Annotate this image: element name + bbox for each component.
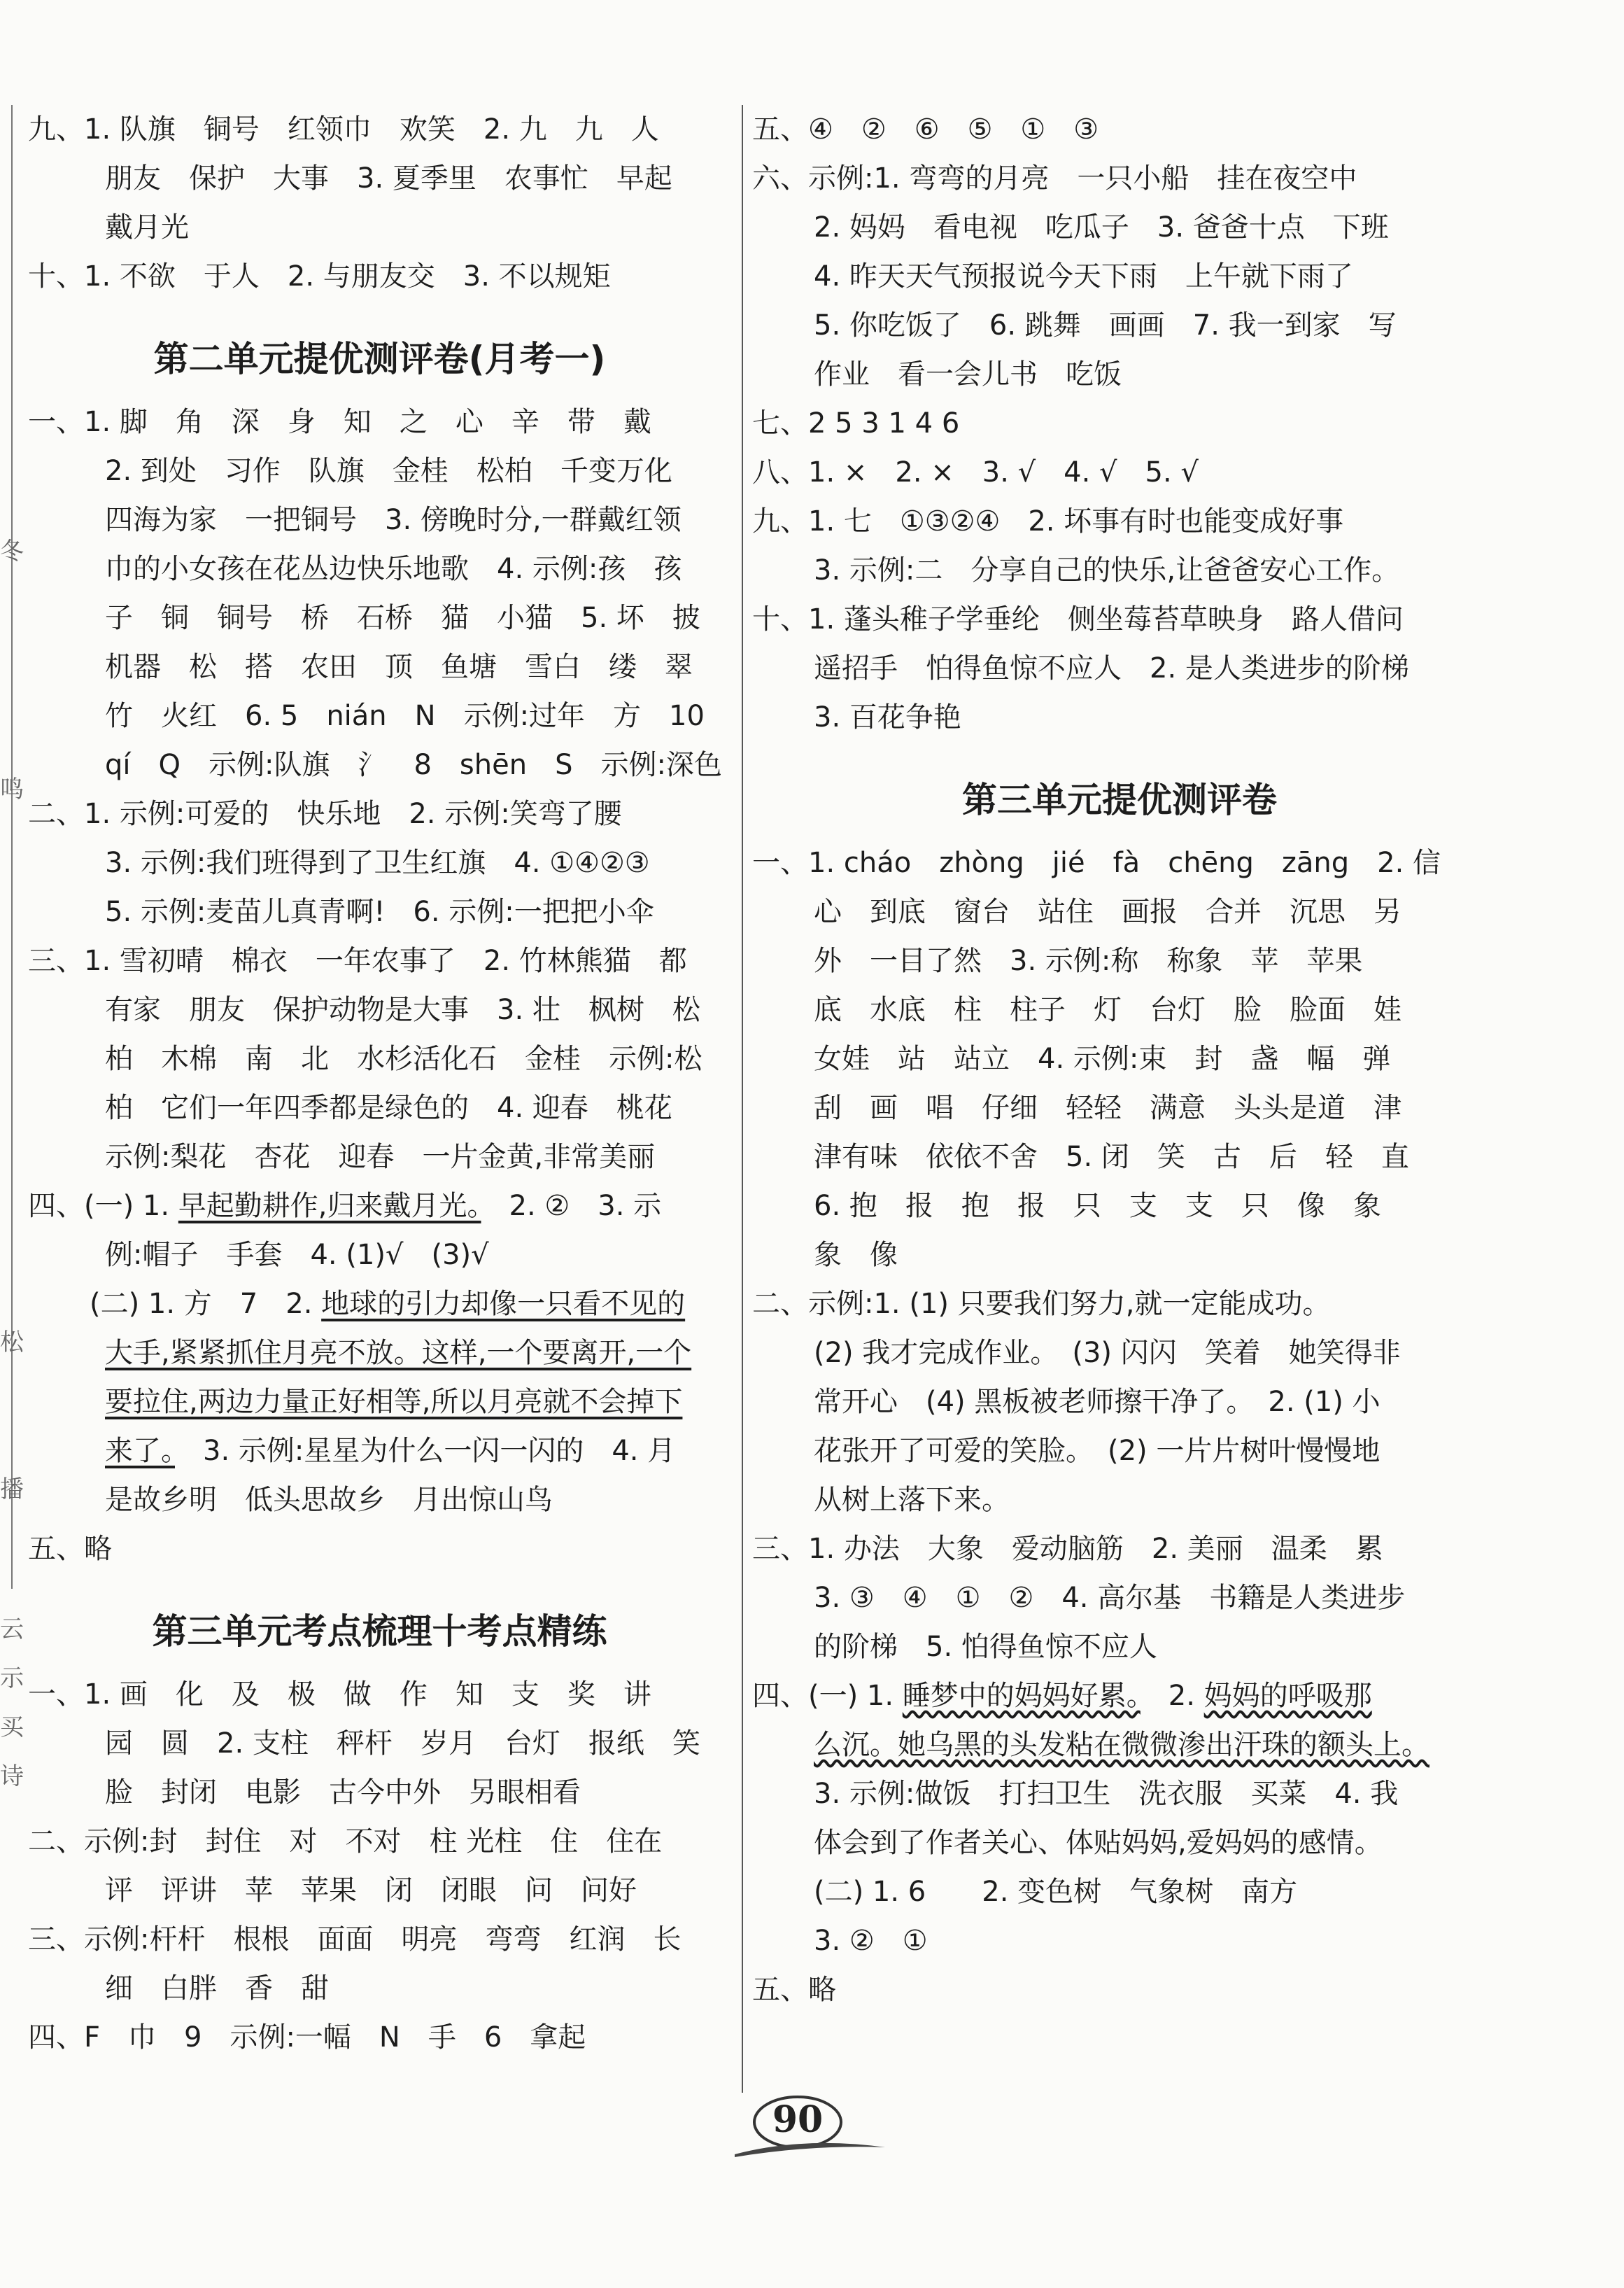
answer-line: 十、1. 蓬头稚子学垂纶 侧坐莓苔草映身 路人借问: [752, 603, 1404, 636]
answer-line: 是故乡明 低头思故乡 月出惊山鸟: [105, 1484, 553, 1516]
answer-line: 二、示例:1. (1) 只要我们努力,就一定能成功。: [752, 1288, 1331, 1320]
answer-line: 五、④ ② ⑥ ⑤ ① ③: [752, 113, 1099, 146]
answer-line: 3. 百花争艳: [814, 701, 961, 734]
answer-line: 2. 妈妈 看电视 吃瓜子 3. 爸爸十点 下班: [814, 211, 1389, 244]
answer-line: [28, 1328, 731, 1377]
answer-line: 常开心 (4) 黑板被老师擦干净了。 2. (1) 小: [814, 1386, 1381, 1418]
answer-line: 6. 抱 报 抱 报 只 支 支 只 像 象: [814, 1190, 1381, 1222]
margin-text: 鸣: [0, 775, 24, 803]
margin-text: 冬: [0, 538, 24, 566]
wavy-underlined-answer: 睡梦中的妈妈好累。: [902, 1680, 1141, 1712]
answer-line: [28, 1377, 731, 1426]
answer-line: (2) 我才完成作业。 (3) 闪闪 笑着 她笑得非: [814, 1337, 1401, 1369]
answer-line: 戴月光: [105, 211, 189, 244]
answer-line: 刮 画 唱 仔细 轻轻 满意 头头是道 津: [814, 1092, 1401, 1124]
answer-line: 朋友 保护 大事 3. 夏季里 农事忙 早起: [105, 162, 672, 195]
answer-line: 评 评讲 苹 苹果 闭 闭眼 问 问好: [105, 1874, 637, 1907]
answer-line: 九、1. 队旗 铜号 红领巾 欢笑 2. 九 九 人: [28, 113, 659, 146]
answer-line: 三、1. 办法 大象 爱动脑筋 2. 美丽 温柔 累: [752, 1533, 1383, 1565]
answer-line: 一、1. 画 化 及 极 做 作 知 支 奖 讲: [28, 1678, 651, 1711]
binding-line: [11, 105, 13, 1589]
answer-line: 的阶梯 5. 怕得鱼惊不应人: [814, 1631, 1157, 1663]
answer-line: 5. 示例:麦苗儿真青啊! 6. 示例:一把把小伞: [105, 896, 654, 928]
section-title: 第三单元考点梳理十考点精练: [152, 1611, 607, 1652]
line-mid: 2.: [1140, 1680, 1204, 1712]
line-suffix: 3. 示例:星星为什么一闪一闪的 4. 月: [175, 1435, 676, 1467]
answer-line: 竹 火红 6. 5 nián N 示例:过年 方 10: [105, 700, 705, 732]
answer-line: 3. 示例:二 分享自己的快乐,让爸爸安心工作。: [814, 554, 1400, 587]
answer-line: 子 铜 铜号 桥 石桥 猫 小猫 5. 坏 披: [105, 602, 700, 634]
answer-line: 2. 到处 习作 队旗 金桂 松柏 千变万化: [105, 455, 672, 487]
line-prefix: 四、(一) 1.: [28, 1190, 178, 1222]
answer-line: 象 像: [814, 1239, 898, 1271]
section-title: 第二单元提优测评卷(月考一): [153, 339, 606, 379]
answer-line: 园 圆 2. 支柱 秤杆 岁月 台灯 报纸 笑: [105, 1727, 700, 1760]
answer-line: [752, 1720, 1487, 1769]
answer-line: 作业 看一会儿书 吃饭: [814, 358, 1122, 391]
answer-line: 二、1. 示例:可爱的 快乐地 2. 示例:笑弯了腰: [28, 798, 622, 830]
answer-line: 柏 木棉 南 北 水杉活化石 金桂 示例:松: [105, 1043, 702, 1075]
answer-line: 一、1. 脚 角 深 身 知 之 心 辛 带 戴: [28, 406, 651, 438]
answer-line: 脸 封闭 电影 古今中外 另眼相看: [105, 1776, 581, 1809]
answer-line: 四、F 巾 9 示例:一幅 N 手 6 拿起: [28, 2021, 586, 2054]
answer-line: [28, 1426, 731, 1475]
answer-line: 津有味 依依不舍 5. 闭 笑 古 后 轻 直: [814, 1141, 1409, 1173]
answer-line: 二、示例:封 封住 对 不对 柱 光柱 住 住在: [28, 1825, 663, 1858]
answer-line: 4. 昨天天气预报说今天下雨 上午就下雨了: [814, 260, 1353, 293]
answer-line: 外 一目了然 3. 示例:称 称象 苹 苹果: [814, 945, 1363, 977]
answer-line: 机器 松 搭 农田 顶 鱼塘 雪白 缕 翠: [105, 651, 693, 683]
answer-line: 柏 它们一年四季都是绿色的 4. 迎春 桃花: [105, 1092, 672, 1124]
underlined-answer: 来了。: [105, 1435, 175, 1467]
answer-line: 花张开了可爱的笑脸。 (2) 一片片树叶慢慢地: [814, 1435, 1381, 1467]
underlined-answer: 大手,紧紧抓住月亮不放。这样,一个要离开,一个: [105, 1337, 692, 1369]
column-divider: [742, 105, 743, 2093]
margin-text: 松: [0, 1328, 24, 1356]
right-column: [752, 105, 1487, 2014]
margin-text: 示: [0, 1664, 24, 1692]
answer-line: (二) 1. 6 2. 变色树 气象树 南方: [814, 1876, 1298, 1908]
answer-line: 示例:梨花 杏花 迎春 一片金黄,非常美丽: [105, 1141, 656, 1173]
answer-line: 5. 你吃饭了 6. 跳舞 画画 7. 我一到家 写: [814, 309, 1397, 342]
answer-line: [752, 1671, 1487, 1720]
line-suffix: 2. ② 3. 示: [481, 1190, 662, 1222]
answer-line: 有家 朋友 保护动物是大事 3. 壮 枫树 松: [105, 994, 700, 1026]
answer-line: 五、略: [28, 1533, 112, 1565]
answer-line: qí Q 示例:队旗 氵 8 shēn S 示例:深色: [105, 749, 722, 781]
answer-line: 三、示例:杆杆 根根 面面 明亮 弯弯 红润 长: [28, 1923, 682, 1956]
answer-line: 3. ② ①: [814, 1925, 928, 1957]
answer-line: 从树上落下来。: [814, 1484, 1010, 1516]
answer-line: 女娃 站 站立 4. 示例:束 封 盏 幅 弹: [814, 1043, 1391, 1075]
page-number-text: 90: [772, 2098, 824, 2141]
underlined-answer: 要拉住,两边力量正好相等,所以月亮就不会掉下: [105, 1386, 683, 1418]
answer-line: 六、示例:1. 弯弯的月亮 一只小船 挂在夜空中: [752, 162, 1357, 195]
answer-line: 巾的小女孩在花丛边快乐地歌 4. 示例:孩 孩: [105, 553, 682, 585]
answer-line: 心 到底 窗台 站住 画报 合并 沉思 另: [814, 896, 1401, 928]
left-column: [28, 105, 731, 2062]
answer-line: 遥招手 怕得鱼惊不应人 2. 是人类进步的阶梯: [814, 652, 1409, 685]
underlined-answer: 地球的引力却像一只看不见的: [321, 1288, 686, 1320]
answer-line: 细 白胖 香 甜: [105, 1972, 329, 2005]
page-number: [728, 2093, 889, 2163]
answer-line: 十、1. 不欲 于人 2. 与朋友交 3. 不以规矩: [28, 260, 611, 293]
answer-line: 3. 示例:我们班得到了卫生红旗 4. ①④②③: [105, 847, 650, 879]
answer-line: 3. ③ ④ ① ② 4. 高尔基 书籍是人类进步: [814, 1582, 1406, 1614]
answer-line: 四海为家 一把铜号 3. 傍晚时分,一群戴红领: [105, 504, 682, 536]
answer-line: 体会到了作者关心、体贴妈妈,爱妈妈的感情。: [814, 1827, 1383, 1859]
answer-line: [28, 1181, 731, 1230]
underlined-answer: 早起勤耕作,归来戴月光。: [178, 1190, 481, 1222]
line-prefix: 四、(一) 1.: [752, 1680, 903, 1712]
answer-line: 九、1. 七 ①③②④ 2. 坏事有时也能变成好事: [752, 505, 1344, 538]
margin-text: 诗: [0, 1762, 24, 1790]
wavy-underlined-answer: 么沉。她乌黑的头发粘在微微渗出汗珠的额头上。: [814, 1729, 1429, 1761]
answer-line: 一、1. cháo zhòng jié fà chēng zāng 2. 信: [752, 847, 1441, 879]
margin-text: 云: [0, 1615, 24, 1643]
margin-text: 买: [0, 1713, 24, 1741]
line-prefix: (二) 1. 方 7 2.: [90, 1288, 322, 1320]
answer-line: 3. 示例:做饭 打扫卫生 洗衣服 买菜 4. 我: [814, 1778, 1399, 1810]
answer-line: 例:帽子 手套 4. (1)√ (3)√: [105, 1239, 489, 1271]
wavy-underlined-answer: 妈妈的呼吸那: [1203, 1680, 1372, 1712]
answer-line: 底 水底 柱 柱子 灯 台灯 脸 脸面 娃: [814, 994, 1401, 1026]
margin-text: 播: [0, 1475, 24, 1503]
answer-line: 七、2 5 3 1 4 6: [752, 407, 960, 440]
answer-line: 五、略: [752, 1974, 836, 2006]
answer-line: 三、1. 雪初晴 棉衣 一年农事了 2. 竹林熊猫 都: [28, 945, 687, 977]
answer-line: 八、1. × 2. × 3. √ 4. √ 5. √: [752, 456, 1199, 489]
answer-line: [28, 1279, 731, 1328]
section-title: 第三单元提优测评卷: [962, 780, 1277, 820]
